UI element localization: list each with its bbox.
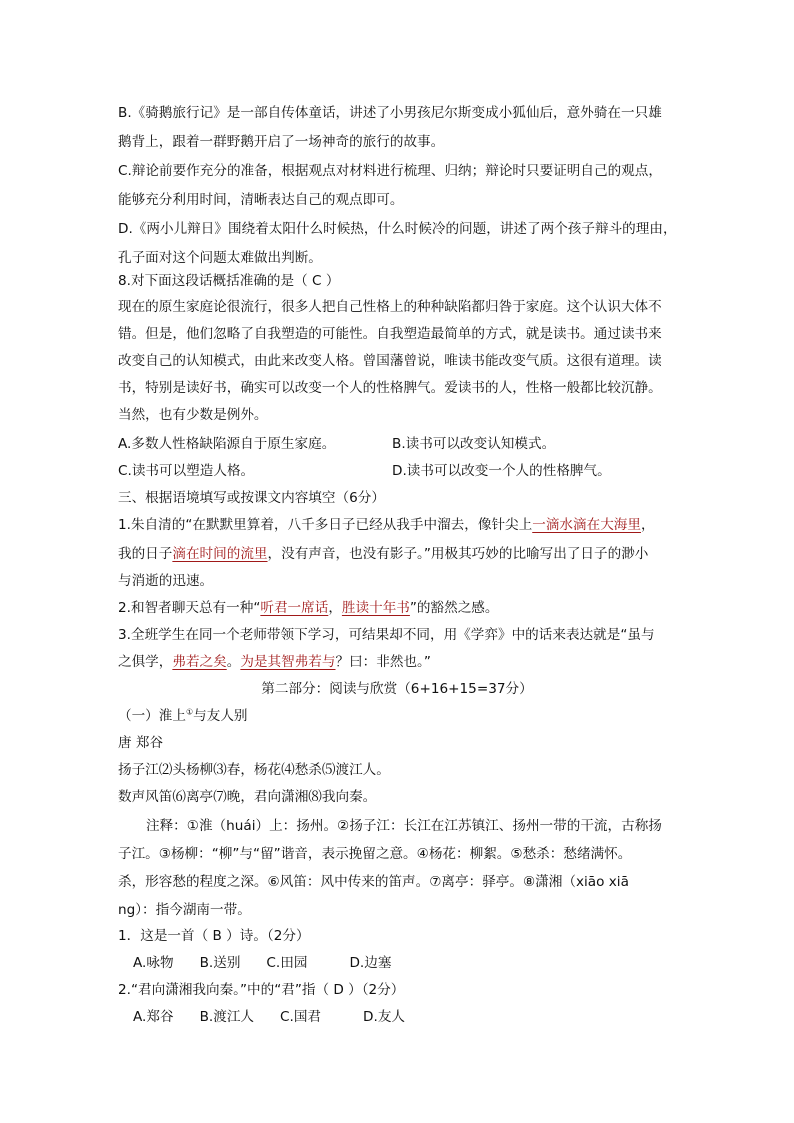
part2-heading: 第二部分：阅读与欣赏（6+16+15=37分） <box>261 681 533 697</box>
q2-stem: 2.“君向潇湘我向秦。”中的“君”指（ D ）（2分） <box>118 982 405 998</box>
s3-q3-answer1: 弗若之矣 <box>172 654 227 670</box>
q8-passage-line3: 改变自己的认知模式，由此来改变人格。曾国藩曾说，唯读书能改变气质。这很有道理。读 <box>118 353 662 369</box>
q1-options <box>133 953 391 973</box>
s3-q2-line <box>118 598 499 618</box>
q8-option-b: B.读书可以改变认知模式。 <box>392 436 556 452</box>
s3-q3-text: 之俱学， <box>118 654 173 670</box>
poem-title-a: （一）淮上 <box>118 708 186 724</box>
notes-line4: ng）：指今湖南一带。 <box>118 902 251 918</box>
s3-q3-text2: ？曰：非然也。” <box>335 654 431 670</box>
s3-q2-text: 2.和智者聊天总有一种“ <box>118 600 261 616</box>
q8-passage-line1: 现在的原生家庭论很流行，很多人把自己性格上的种种缺陷都归咎于家庭。这个认识大体不 <box>118 299 662 315</box>
s3-q2-comma: ， <box>328 600 342 616</box>
q7-option-d-line2: 孔子面对这个问题太难做出判断。 <box>118 250 322 266</box>
q8-passage-line4: 书，特别是读好书，确实可以改变一个人的性格脾气。爱读书的人，性格一般都比较沉静。 <box>118 380 662 396</box>
s3-q3-line1: 3.全班学生在同一个老师带领下学习，可结果却不同，用《学弈》中的话来表达就是“虽与 <box>118 627 655 643</box>
q8-passage-line5: 当然，也有少数是例外。 <box>118 407 268 423</box>
s3-q1-answer1: 一滴水滴在大海里 <box>532 517 641 533</box>
q2-option-c: C.国君 <box>280 1009 322 1025</box>
q8-option-c: C.读书可以塑造人格。 <box>118 463 255 479</box>
q2-option-b: B.渡江人 <box>199 1009 255 1025</box>
footnote-marker-1: ① <box>185 707 194 717</box>
poem-title-b: 与友人别 <box>193 708 248 724</box>
q1-option-d: D.边塞 <box>349 955 392 971</box>
s3-q3-answer2: 为是其智弗若与 <box>240 654 336 670</box>
q7-option-c-line1: C.辩论前要作充分的准备，根据观点对材料进行梳理、归纳；辩论时只要证明自己的观点， <box>118 163 662 179</box>
q7-option-c-line2: 能够充分利用时间，清晰表达自己的观点即可。 <box>118 192 404 208</box>
s3-q1-line2 <box>118 544 648 564</box>
q8-stem: 8.对下面这段话概括准确的是（ C ） <box>118 273 340 289</box>
s3-q1-answer2: 滴在时间的流里 <box>172 546 268 562</box>
notes-line1: 注释：①淮（huái）上：扬州。②扬子江：长江在江苏镇江、扬州一带的干流，古称扬 <box>146 818 662 834</box>
q8-option-d: D.读书可以改变一个人的性格脾气。 <box>392 463 611 479</box>
notes-line3: 杀，形容愁的程度之深。⑥风笛：风中传来的笛声。⑦离亭：驿亭。⑧潇湘（xiāo xiā <box>118 874 629 890</box>
s3-q2-answer2: 胜读十年书 <box>341 600 410 616</box>
s3-q2-answer1: 听君一席话 <box>260 600 329 616</box>
poem-author: 唐 郑谷 <box>118 735 164 751</box>
notes-line2: 子江。③杨柳：“柳”与“留”谐音，表示挽留之意。④杨花：柳絮。⑤愁杀：愁绪满怀。 <box>118 846 632 862</box>
q1-option-c: C.田园 <box>266 955 308 971</box>
s3-q1-text: 1.朱自清的“在默默里算着，八千多日子已经从我手中溜去，像针尖上 <box>118 517 533 533</box>
s3-q1-text2: 我的日子 <box>118 546 173 562</box>
q2-option-a: A.郑谷 <box>133 1009 174 1025</box>
poem-line2: 数声风笛⑹离亭⑺晚，君向潇湘⑻我向秦。 <box>118 789 377 805</box>
poem-title <box>118 706 248 726</box>
poem-line1: 扬子江⑵头杨柳⑶春，杨花⑷愁杀⑸渡江人。 <box>118 762 390 778</box>
q7-option-b-line2: 鹅背上，跟着一群野鹅开启了一场神奇的旅行的故事。 <box>118 134 445 150</box>
section3-heading: 三、根据语境填写或按课文内容填空（6分） <box>118 490 385 506</box>
s3-q2-text2: ”的豁然之感。 <box>409 600 499 616</box>
q8-option-a: A.多数人性格缺陷源自于原生家庭。 <box>118 436 336 452</box>
s3-q1-punct: ， <box>640 517 655 533</box>
s3-q1-line1 <box>118 515 655 535</box>
q7-option-d-line1: D.《两小儿辩日》围绕着太阳什么时候热，什么时候冷的问题，讲述了两个孩子辩斗的理由， <box>118 221 677 237</box>
q7-option-b-line1: B.《骑鹅旅行记》是一部自传体童话，讲述了小男孩尼尔斯变成小狐仙后，意外骑在一只雄 <box>118 105 662 121</box>
q2-option-d: D.友人 <box>363 1009 406 1025</box>
s3-q3-punct: 。 <box>226 654 241 670</box>
s3-q1-line3: 与消逝的迅速。 <box>118 573 214 589</box>
q2-options <box>133 1007 405 1027</box>
s3-q1-text3: ，没有声音，也没有影子。”用极其巧妙的比喻写出了日子的渺小 <box>267 546 649 562</box>
q1-option-a: A.咏物 <box>133 955 174 971</box>
q8-passage-line2: 错。但是，他们忽略了自我塑造的可能性。自我塑造最简单的方式，就是读书。通过读书来 <box>118 326 662 342</box>
q1-option-b: B.送别 <box>199 955 241 971</box>
s3-q3-line2 <box>118 652 431 672</box>
q1-stem: 1．这是一首（ B ）诗。（2分） <box>118 928 310 944</box>
